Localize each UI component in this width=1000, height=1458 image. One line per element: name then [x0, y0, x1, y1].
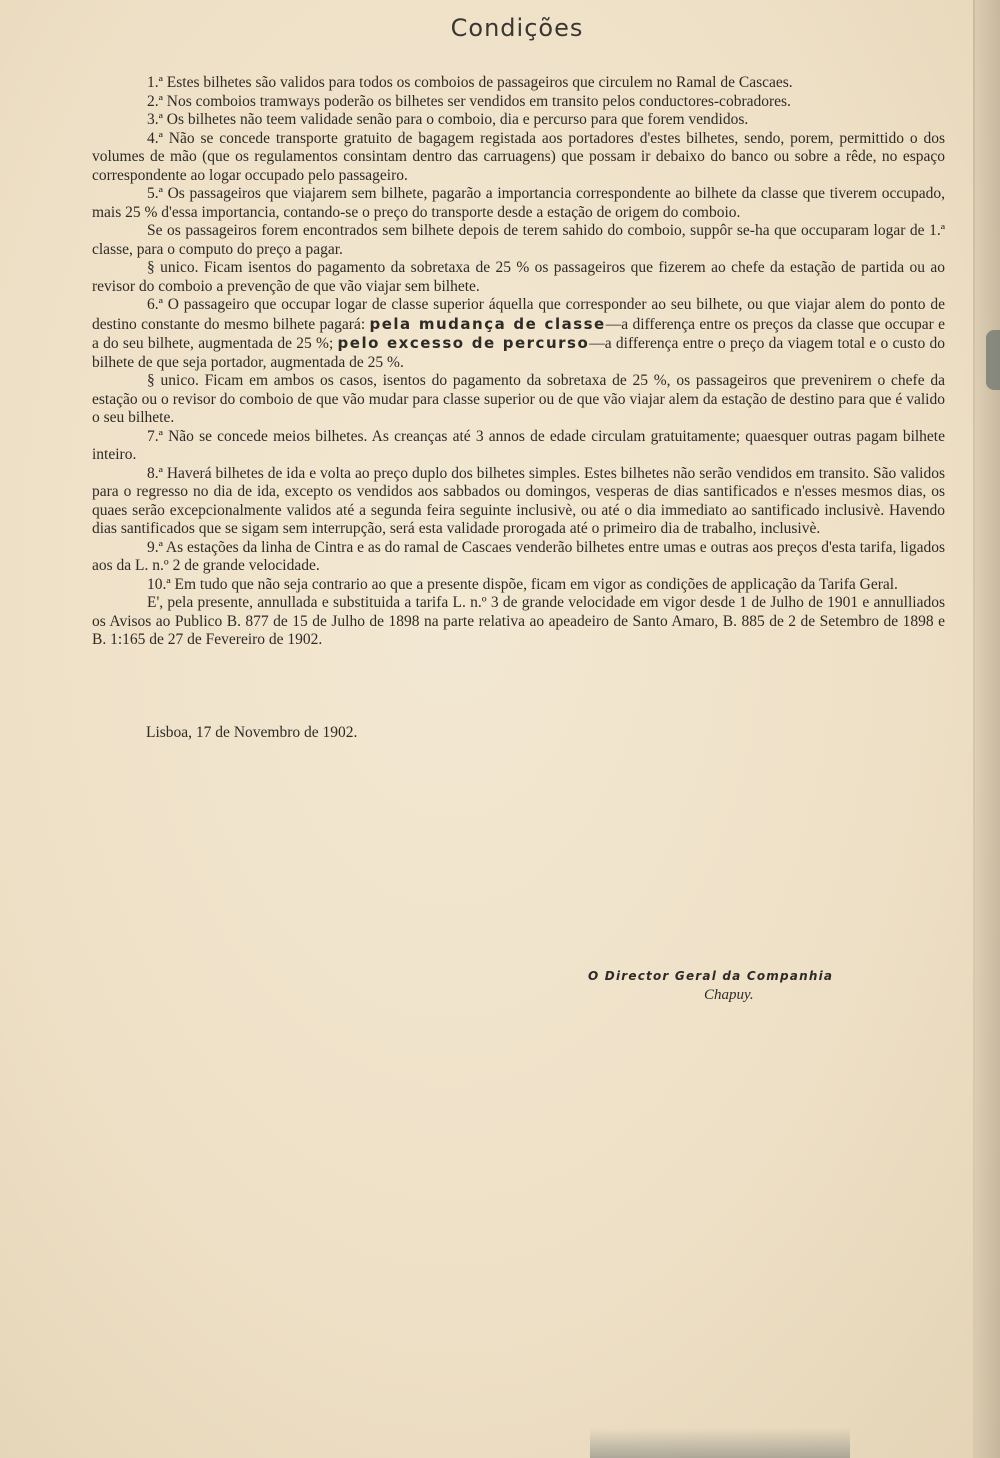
- paragraph: 5.ª Os passageiros que viajarem sem bilhete, pagarão a importancia correspondente ao bilhete da classe que tiverem occupado, mais 25 % d'essa importancia, contando-se o preço do transporte desde a estação de origem do comboio.: [92, 185, 945, 221]
- paragraph: 8.ª Haverá bilhetes de ida e volta ao preço duplo dos bilhetes simples. Estes bilhetes não serão vendidos em transito. São validos para o regresso no dia de ida, excepto os vendidos aos sabbados ou domingos, vesperas de dias santificados e n'esses mesmos dias, os quaes serão excepcionalmente validos até a segunda feira seguinte inclusivè, ou até o dia immediato ao santificado inclusivè. Havendo dias santificados que se sigam sem interrupção, será esta validade prorogada até o primeiro dia de trabalho, inclusivè.: [92, 464, 945, 537]
- bottom-wear: [590, 1428, 850, 1458]
- paper-edge: [975, 0, 1000, 1458]
- emphasis-excess-distance: pelo excesso de percurso: [337, 334, 590, 352]
- paragraph: 3.ª Os bilhetes não teem validade senão para o comboio, dia e percurso para que forem vendidos.: [147, 111, 749, 128]
- paragraph: 9.ª As estações da linha de Cintra e as do ramal de Cascaes venderão bilhetes entre umas e outras aos preços d'esta tarifa, ligados aos da L. n.º 2 de grande velocidade.: [92, 538, 945, 574]
- conditions-text: [92, 74, 945, 650]
- emphasis-class-change: pela mudança de classe: [369, 314, 606, 333]
- paragraph-6-text: —a differença entre o preço da viagem total e o custo do bilhete de que seja portador, augmentada de 25 %.: [92, 335, 945, 371]
- paragraph-6: [92, 296, 945, 372]
- signature-title: O Director Geral da Companhia: [588, 969, 834, 983]
- signature-name: Chapuy.: [704, 987, 754, 1003]
- paragraph: 4.ª Não se concede transporte gratuito de bagagem registada aos portadores d'estes bilhetes, sendo, porem, permittido o dos volumes de mão (que os regulamentos consintam dentro das carruagens) que possam ir debaixo do banco ou sobre a rêde, no espaço correspondente ao logar occupado pelo passageiro.: [92, 129, 945, 184]
- paragraph: § unico. Ficam em ambos os casos, isentos do pagamento da sobretaxa de 25 %, os passageiros que prevenirem o chefe da estação ou o revisor do comboio de que vão mudar para classe superior ou de que vão viajar alem da estação de destino para que é valido o seu bilhete.: [92, 372, 945, 426]
- paragraph: § unico. Ficam isentos do pagamento da sobretaxa de 25 % os passageiros que fizerem ao chefe da estação de partida ou ao revisor do comboio a prevenção de que vão viajar sem bilhete.: [92, 259, 945, 295]
- page-title: Condições: [450, 14, 584, 42]
- signature-block: [588, 967, 888, 1004]
- paragraph: 10.ª Em tudo que não seja contrario ao que a presente dispõe, ficam em vigor as condições de applicação da Tarifa Geral.: [147, 575, 898, 593]
- paragraph: 2.ª Nos comboios tramways poderão os bilhetes ser vendidos em transito pelos conductores-cobradores.: [147, 92, 791, 110]
- paragraph: E', pela presente, annullada e substituida a tarifa L. n.º 3 de grande velocidade em vigor desde 1 de Julho de 1901 e annulliados os Avisos ao Publico B. 877 de 15 de Julho de 1898 na parte relativa ao apeadeiro de Santo Amaro, B. 885 de 2 de Setembro de 1898 e B. 1:165 de 27 de Fevereiro de 1902.: [92, 594, 945, 648]
- paragraph: 7.ª Não se concede meios bilhetes. As creanças até 3 annos de edade circulam gratuitamente; quaesquer outras pagam bilhete inteiro.: [92, 427, 945, 463]
- edge-stain: [986, 330, 1000, 390]
- date-line: Lisboa, 17 de Novembro de 1902.: [146, 724, 358, 741]
- paragraph-6-text: —a differença entre os preços da classe que occupar e a do seu bilhete, augmentada de 25 %;: [92, 315, 945, 352]
- paragraph-6-text: 6.ª O passageiro que occupar logar de classe superior áquella que corresponder ao seu bilhete, ou que viajar alem do ponto de destino constante do mesmo bilhete pagará:: [92, 296, 945, 333]
- paragraph: 1.ª Estes bilhetes são validos para todos os comboios de passageiros que circulem no Ramal de Cascaes.: [147, 74, 793, 91]
- paragraph: Se os passageiros forem encontrados sem bilhete depois de terem sahido do comboio, suppôr se-ha que occuparam logar de 1.ª classe, para o computo do preço a pagar.: [92, 222, 945, 258]
